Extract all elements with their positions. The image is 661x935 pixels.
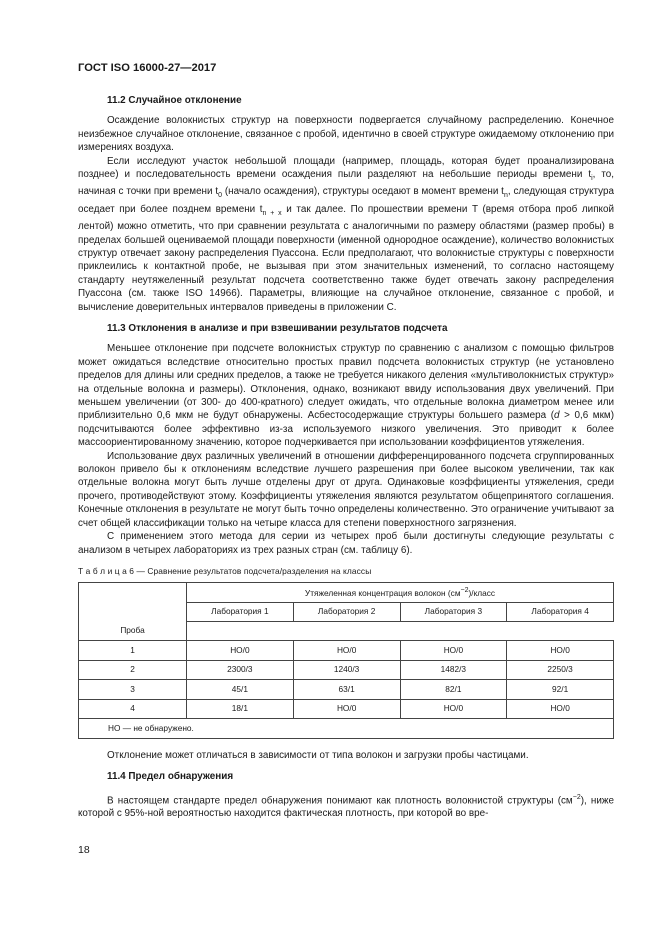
table-note: НО — не обнаружено. — [79, 719, 614, 739]
page-number: 18 — [78, 844, 90, 856]
column-header: Лаборатория 1 — [187, 602, 294, 622]
paragraph: Использование двух различных увеличений в отношении дифференцированного подсчета сгруппированных волокон привело бы к отклонениям вследствие лучшего разрешения при более высоком увеличении, так как отдельные волокна могут быть лучше отделены друг от друга. Одинаковые коэффициенты утяжеления, среди прочего, противодействуют этому. Коэффициенты утяжеления являются результатом общепринятого соглашения. Конечные отклонения в результате не могут быть точно определены количественно. Это ограничение учитывают за счет общей классификации только на четыре класса для степени поверхностного загрязнения. — [78, 450, 614, 529]
column-header: Лаборатория 3 — [400, 602, 507, 622]
table-row: 3 45/1 63/1 82/1 92/1 — [79, 680, 614, 700]
results-table — [78, 582, 614, 739]
paragraph: Меньшее отклонение при подсчете волокнистых структур по сравнению с анализом с помощью фильтров может ожидаться вследствие относительно простых правил подсчета волокнистых структур (не установлено пределов для длины или средних пределов, а также не требуется никакого деления «мультиволокнистых структур» на отдельные волокна и размеры). Отклонения, однако, возникают ввиду использования двух увеличений. При меньшем увеличении (от 300- до 400-кратного) следует ожидать, что отдельные волокна диаметром менее или приблизительно 0,6 мкм не будут обнаружены. Асбестосодержащие структуры большего размера (d > 0,6 мкм) подсчитываются более эффективно из-за используемого низкого увеличения. Это приводит к более массоориентированному значению, которое подчеркивается при использовании коэффициентов утяжеления. — [78, 343, 614, 449]
column-header: Лаборатория 2 — [293, 602, 400, 622]
section-title-11-3: 11.3 Отклонения в анализе и при взвешивании результатов подсчета — [107, 323, 448, 334]
paragraph: Осаждение волокнистых структур на поверхности подвергается случайному распределению. Конечное неизбежное случайное отклонение, связанное с пробой, идентично в своей структуре ожидаемому отклонению при измерениях воздуха. — [78, 115, 614, 154]
paragraph: Отклонение может отличаться в зависимости от типа волокон и загрузки пробы частицами. — [107, 749, 529, 761]
paragraph: С применением этого метода для серии из четырех проб были достигнуты следующие результаты с анализом в четырех лабораториях из трех разных стран (см. таблицу 6). — [78, 531, 614, 556]
column-header: Проба — [79, 622, 187, 641]
table-row: 1 НО/0 НО/0 НО/0 НО/0 — [79, 641, 614, 661]
section-title-11-4: 11.4 Предел обнаружения — [107, 771, 234, 783]
table-group-header: Утяжеленная концентрация волокон $(см^{-2})$/класс — [187, 583, 614, 603]
table-row: 2 2300/3 1240/3 1482/3 2250/3 — [79, 660, 614, 680]
column-header: Лаборатория 4 — [507, 602, 614, 622]
table-caption: Т а б л и ц а 6 — Сравнение результатов подсчета/разделения на классы — [78, 565, 372, 576]
paragraph: В настоящем стандарте предел обнаружения понимают как плотность волокнистой структуры $(см^{-2})$, ниже которой с 95%-ной вероятностью находится фактическая плотность, при которой во вре- — [78, 793, 615, 820]
paragraph: Если исследуют участок небольшой площади (например, площадь, которая будет проанализирована позднее) и последовательность времени осаждения пыли разделяют на небольшие периоды времени $t_i$, то, начиная с точки при времени $t_0$ (начало осаждения), структуры оседают в момент времени $t_n$, следующая структура оседает при более позднем времени $t_{n + x}$ и так далее. По прошествии времени T (время отбора проб липкой лентой) можно отметить, что при сравнении результата с аналогичными по размеру областями (размер пробы) в пределах большей оцениваемой площади поверхности (именной однородное осаждение), количество волокнистых структур отвечает закону распределения Пуассона. Если предполагают, что волокнистые структуры с поверхности приклеились к контактной пробе, не вызывая при этом значительных изменений, то согласно настоящему стандарту неутяжеленный результат подсчета соответственно также будет отвечать закону распределения Пуассона (см. также ISO 14966). Параметры, влияющие на случайное отклонение, связанное с пробой, и вычисление доверительных интервалов приведены в приложении С. — [78, 155, 615, 313]
section-title-11-2: 11.2 Случайное отклонение — [107, 95, 242, 106]
document-header: ГОСТ ISO 16000-27—2017 — [78, 62, 217, 74]
table-row: 4 18/1 НО/0 НО/0 НО/0 — [79, 699, 614, 719]
document-body — [78, 94, 614, 821]
